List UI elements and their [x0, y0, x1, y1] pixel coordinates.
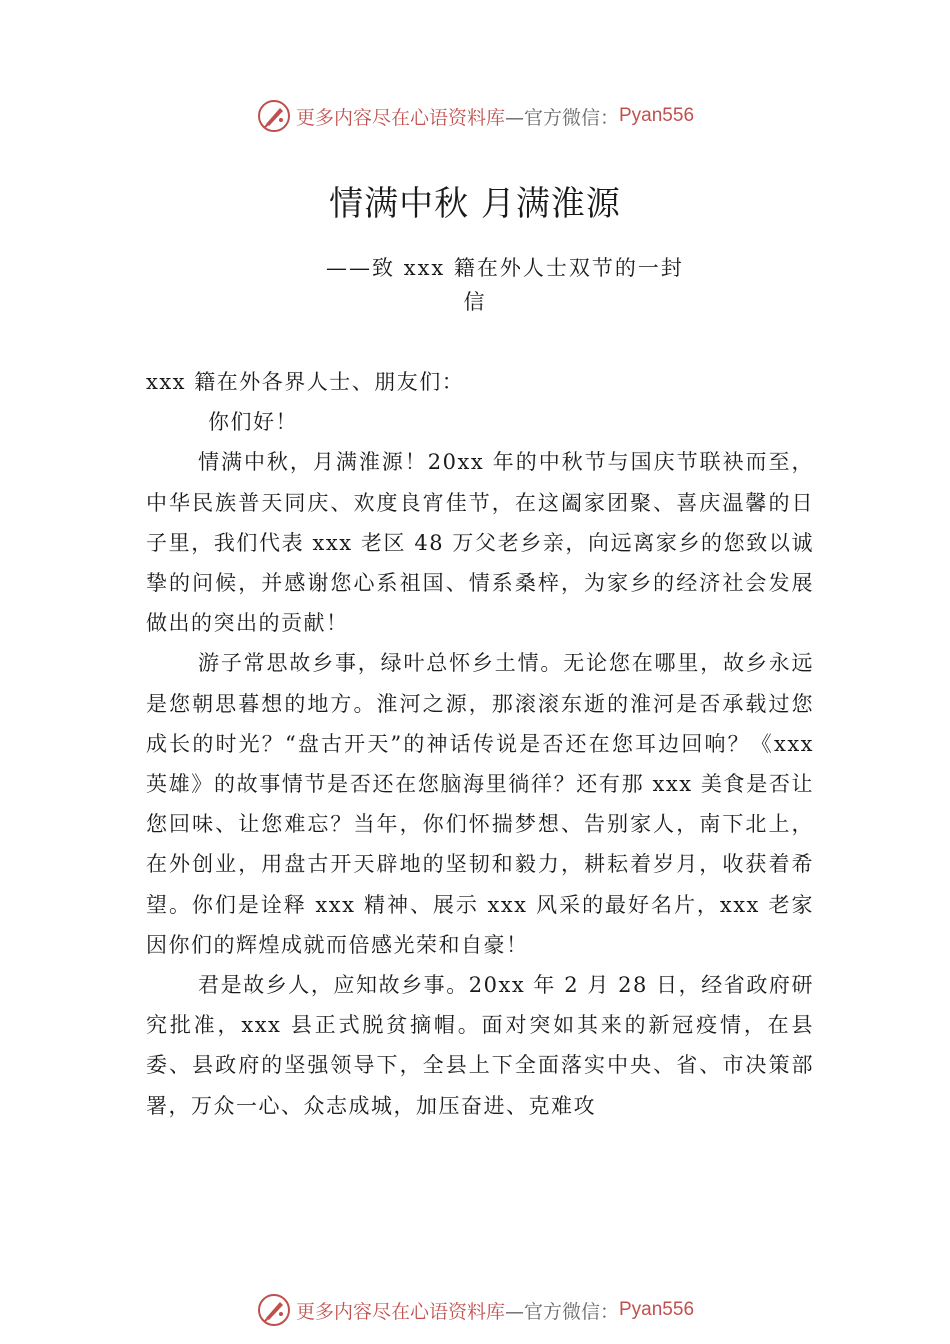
watermark-text: 更多内容尽在心语资料库: [295, 106, 505, 129]
watermark-footer: [0, 1290, 950, 1330]
document-title: 情满中秋 月满淮源: [329, 184, 621, 224]
quill-logo-icon: [256, 1292, 292, 1328]
watermark-wechat-label: —官方微信：: [504, 1300, 619, 1323]
watermark-wechat-label: —官方微信：: [504, 106, 619, 129]
quill-logo-icon: [256, 98, 292, 134]
watermark-wechat-id: Pyan556: [619, 1299, 695, 1320]
watermark-text: 更多内容尽在心语资料库: [295, 1300, 505, 1323]
document-subtitle-line1: ——致 xxx 籍在外人士双节的一封: [326, 256, 684, 280]
watermark-wechat-id: Pyan556: [619, 105, 695, 126]
document-subtitle-line2: 信: [463, 290, 487, 314]
greeting: 你们好！: [208, 410, 298, 435]
paragraph: 游子常思故乡事，绿叶总怀乡土情。无论您在哪里，故乡永远是您朝思暮想的地方。淮河之源，那滚滚东逝的淮河是否承载过您成长的时光？“盘古开天”的神话传说是否还在您耳边回响？《xxx 英雄》的故事情节是否还在您脑海里徜徉？还有那 xxx 美食是否让您回味、让您难忘？当年，你们怀揣梦想、告别家人，南下北上，在外创业，用盘古开天辟地的坚韧和毅力，耕耘着岁月，收获着希望。你们是诠释 xxx 精神、展示 xxx 风采的最好名片，xxx 老家因你们的辉煌成就而倍感光荣和自豪！: [146, 651, 814, 957]
salutation: xxx 籍在外各界人士、朋友们：: [146, 370, 465, 394]
letter-body: [146, 362, 814, 1126]
paragraph: 情满中秋，月满淮源！20xx 年的中秋节与国庆节联袂而至，中华民族普天同庆、欢度良宵佳节，在这阖家团聚、喜庆温馨的日子里，我们代表 xxx 老区 48 万父老乡亲，向远离家乡的您致以诚挚的问候，并感谢您心系祖国、情系桑梓，为家乡的经济社会发展做出的突出的贡献！: [146, 450, 814, 636]
watermark-header: [0, 96, 950, 136]
paragraph: 君是故乡人，应知故乡事。20xx 年 2 月 28 日，经省政府研究批准，xxx 县正式脱贫摘帽。面对突如其来的新冠疫情，在县委、县政府的坚强领导下，全县上下全面落实中央、省、市决策部署，万众一心、众志成城，加压奋进、克难攻: [146, 973, 814, 1118]
